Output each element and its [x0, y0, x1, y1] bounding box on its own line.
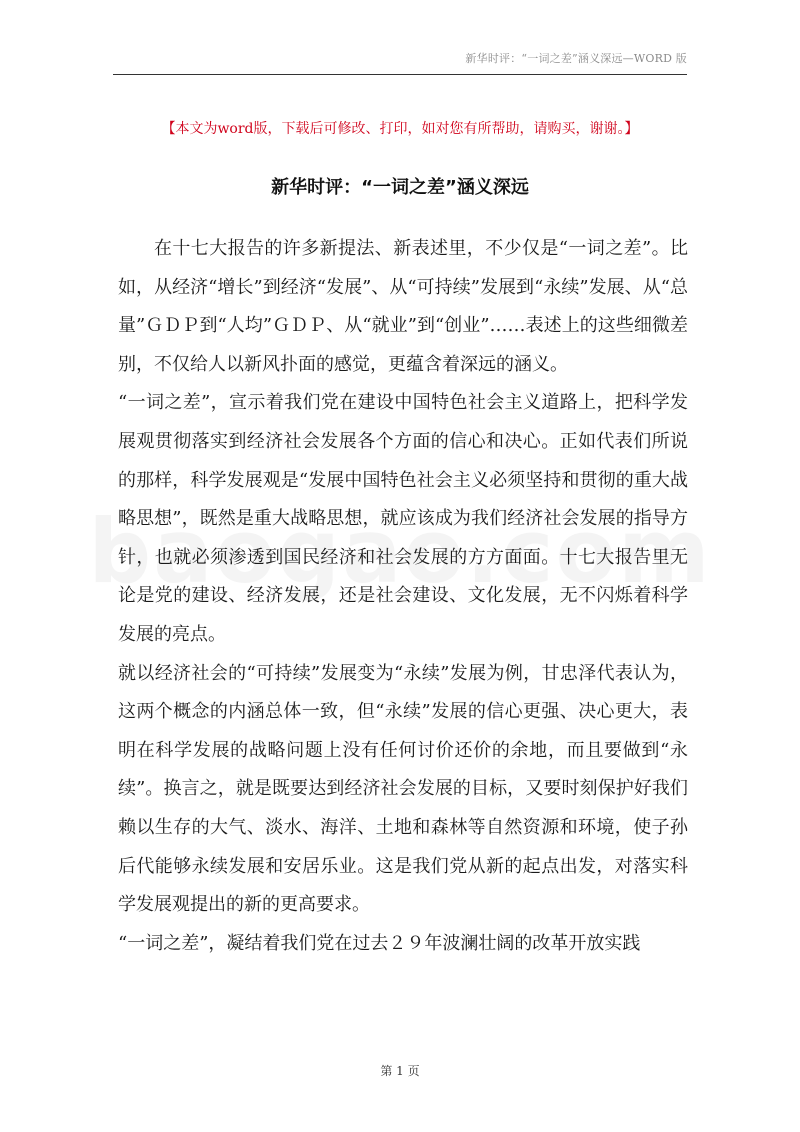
document-body — [118, 230, 688, 963]
running-header: 新华时评：“一词之差”涵义深远—WORD 版 — [465, 52, 687, 65]
page-number: 第 1 页 — [380, 1064, 420, 1078]
document-title: 新华时评：“一词之差”涵义深远 — [271, 177, 529, 198]
download-notice: 【本文为word版，下载后可修改、打印，如对您有所帮助，请购买，谢谢。】 — [161, 121, 639, 137]
paragraph-1: 在十七大报告的许多新提法、新表述里，不少仅是“一词之差”。比如，从经济“增长”到经济“发展”、从“可持续”发展到“永续”发展、从“总量”ＧＤＰ到“人均”ＧＤＰ、从“就业”到“创业”……表述上的这些细微差别，不仅给人以新风扑面的感觉，更蕴含着深远的涵义。 — [118, 238, 688, 375]
paragraph-3: 就以经济社会的“可持续”发展变为“永续”发展为例，甘忠泽代表认为，这两个概念的内涵总体一致，但“永续”发展的信心更强、决心更大，表明在科学发展的战略问题上没有任何讨价还价的余地，而且要做到“永续”。换言之，就是既要达到经济社会发展的目标，又要时刻保护好我们赖以生存的大气、淡水、海洋、土地和森林等自然资源和环境，使子孙后代能够永续发展和安居乐业。这是我们党从新的起点出发，对落实科学发展观提出的新的更高要求。 — [118, 662, 688, 916]
paragraph-4: “一词之差”，凝结着我们党在过去２９年波澜壮阔的改革开放实践 — [118, 932, 641, 954]
paragraph-2: “一词之差”，宣示着我们党在建设中国特色社会主义道路上，把科学发展观贯彻落实到经济社会发展各个方面的信心和决心。正如代表们所说的那样，科学发展观是“发展中国特色社会主义必须坚持和贯彻的重大战略思想”，既然是重大战略思想，就应该成为我们经济社会发展的指导方针，也就必须渗透到国民经济和社会发展的方方面面。十七大报告里无论是党的建设、经济发展，还是社会建设、文化发展，无不闪烁着科学发展的亮点。 — [118, 392, 688, 645]
header-divider — [113, 74, 687, 75]
